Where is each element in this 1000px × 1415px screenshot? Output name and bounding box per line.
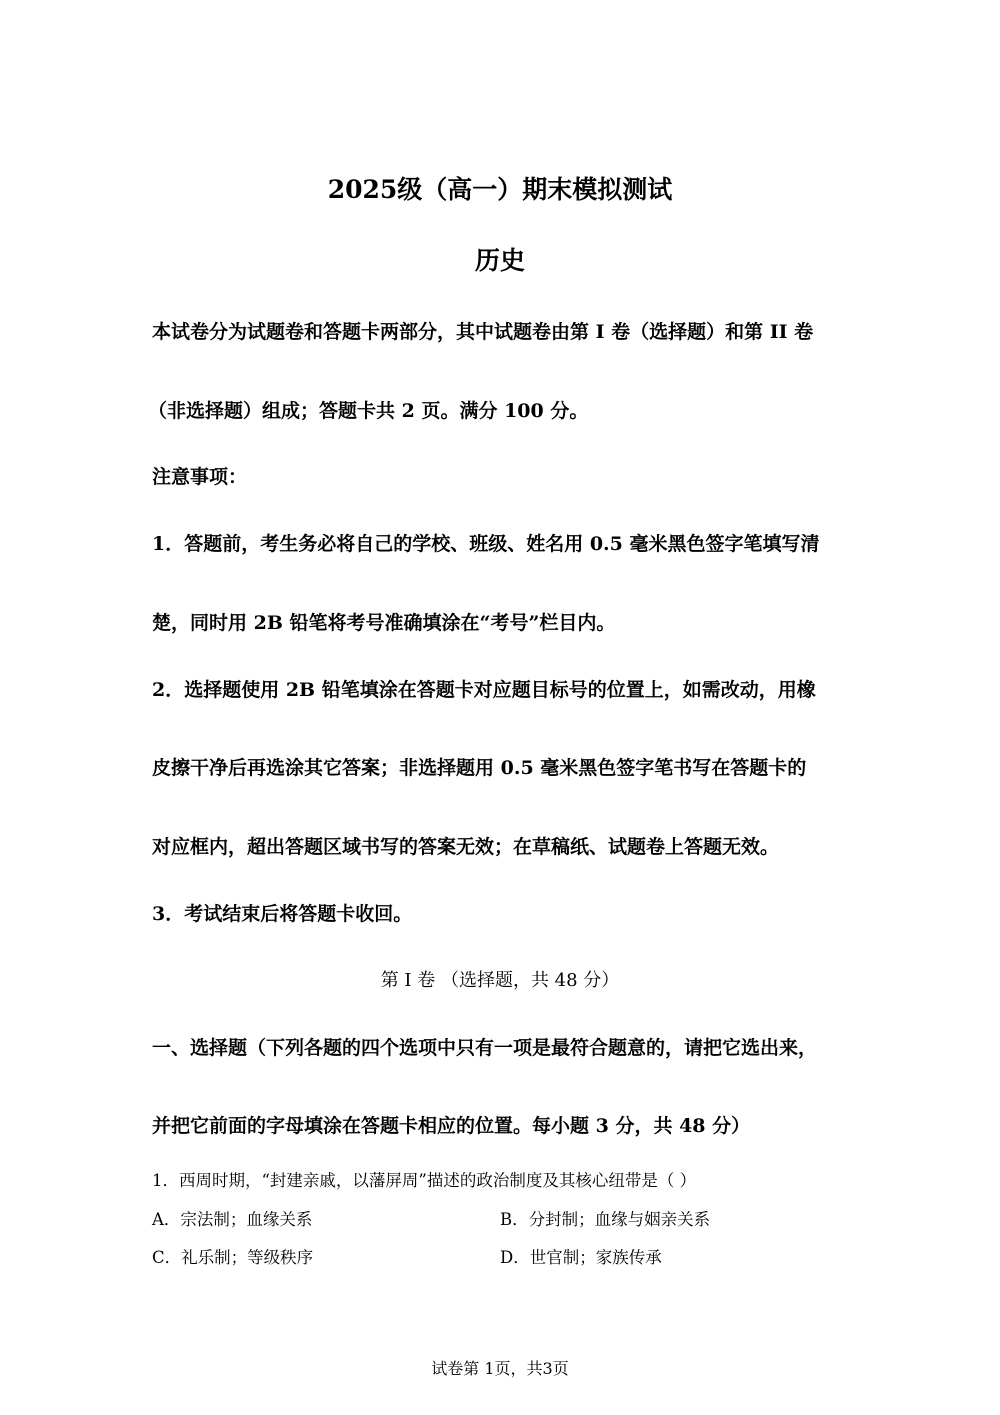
part-heading-line-2: 并把它前面的字母填涂在答题卡相应的位置。每小题 3 分，共 48 分） (152, 1115, 751, 1137)
question-1-stem: 1．西周时期，“封建亲戚，以藩屏周”描述的政治制度及其核心纽带是（ ） (152, 1171, 697, 1190)
page-footer: 试卷第 1页，共3页 (431, 1359, 569, 1378)
question-1-option-d: D．世官制；家族传承 (500, 1248, 662, 1267)
notice-line-2: 楚，同时用 2B 铅笔将考号准确填涂在“考号”栏目内。 (152, 612, 616, 634)
notice-line-3: 2．选择题使用 2B 铅笔填涂在答题卡对应题目标号的位置上，如需改动，用橡 (152, 679, 816, 701)
question-1-option-b: B．分封制；血缘与姻亲关系 (500, 1210, 711, 1229)
notice-line-6: 3．考试结束后将答题卡收回。 (152, 903, 413, 925)
intro-line-2: （非选择题）组成；答题卡共 2 页。满分 100 分。 (148, 400, 589, 422)
intro-line-1: 本试卷分为试题卷和答题卡两部分，其中试题卷由第 I 卷（选择题）和第 II 卷 (152, 321, 814, 343)
notice-heading: 注意事项： (152, 466, 248, 488)
section-title: 第 I 卷 （选择题，共 48 分） (380, 970, 620, 991)
part-heading-line-1: 一、选择题（下列各题的四个选项中只有一项是最符合题意的，请把它选出来， (152, 1037, 818, 1059)
notice-line-5: 对应框内，超出答题区域书写的答案无效；在草稿纸、试题卷上答题无效。 (152, 836, 780, 858)
notice-line-1: 1．答题前，考生务必将自己的学校、班级、姓名用 0.5 毫米黑色签字笔填写清 (152, 533, 820, 555)
notice-line-4: 皮擦干净后再选涂其它答案；非选择题用 0.5 毫米黑色签字笔书写在答题卡的 (152, 757, 807, 779)
subject-title: 历史 (474, 246, 525, 275)
question-1-option-a: A．宗法制；血缘关系 (152, 1210, 313, 1229)
question-1-option-c: C．礼乐制；等级秩序 (152, 1248, 314, 1267)
exam-title: 2025级（高一）期末模拟测试 (327, 175, 673, 204)
